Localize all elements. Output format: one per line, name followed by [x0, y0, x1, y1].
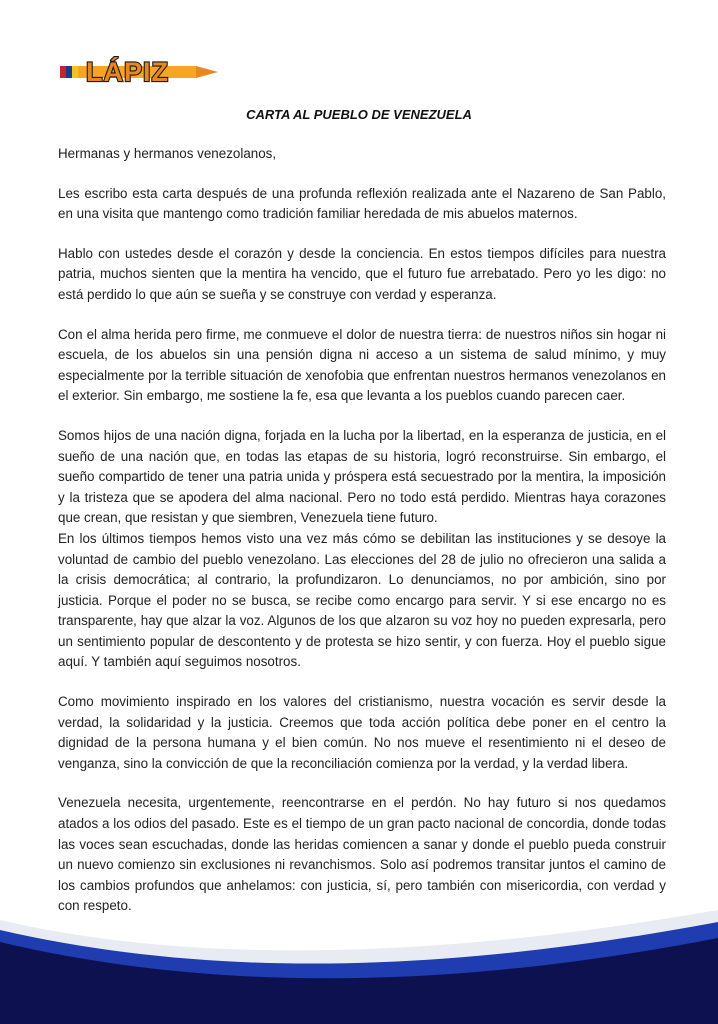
lapiz-logo [58, 56, 220, 88]
letter-paragraph: Venezuela necesita, urgentemente, reencontrarse en el perdón. No hay futuro si nos quedamos atados a los odios del pasado. Este es el tiempo de un gran pacto nacional de concordia, donde todas las voces sean escuchadas, donde las heridas comiencen a sanar y donde el pueblo pueda construir un nuevo comienzo sin exclusiones ni revanchismos. Solo así podremos transitar juntos el camino de los cambios profundos que anhelamos: con justicia, sí, pero también con misericordia, con verdad y con respeto. [58, 795, 666, 914]
letter-title: CARTA AL PUEBLO DE VENEZUELA [246, 107, 472, 122]
letter-paragraph: Como movimiento inspirado en los valores del cristianismo, nuestra vocación es servir desde la verdad, la solidaridad y la justicia. Creemos que toda acción política debe poner en el centro la dignidad de la persona humana y el bien común. No nos mueve el resentimiento ni el deseo de venganza, sino la convicción de que la reconciliación comienza por la verdad, y la verdad libera. [58, 694, 666, 771]
letter-paragraph: Somos hijos de una nación digna, forjada en la lucha por la libertad, en la esperanza de justicia, en el sueño de una nación que, en todas las etapas de su historia, logró reconstruirse. Sin embargo, el sueño compartido de tener una patria unida y próspera está secuestrado por la mentira, la imposición y la tristeza que se apodera del alma nacional. Pero no todo está perdido. Mientras haya corazones que crean, que resistan y que siembren, Venezuela tiene futuro. [58, 427, 666, 526]
pencil-eraser-red [60, 66, 66, 78]
pencil-tip [196, 66, 218, 78]
footer-wave-decoration [0, 880, 718, 1024]
pencil-band-blue [66, 66, 72, 78]
letter-paragraph: En los últimos tiempos hemos visto una vez más cómo se debilitan las instituciones y se desoye la voluntad de cambio del pueblo venezolano. Las elecciones del 28 de julio no ofrecieron una salida a la crisis democrática; al contrario, la profundizaron. Lo denunciamos, no por ambición, sino por justicia. Porque el poder no se busca, se recibe como encargo para servir. Y si ese encargo no es transparente, hay que alzar la voz. Algunos de los que alzaron su voz hoy no pueden expresarla, pero un sentimiento popular de descontento y de protesta se hizo sentir, y con fuerza. Hoy el pueblo sigue aquí. Y también aquí seguimos nosotros. [58, 530, 666, 670]
letter-salutation: Hermanas y hermanos venezolanos, [58, 146, 277, 161]
logo-wordmark: LÁPIZ [86, 57, 169, 87]
pencil-band-yellow [72, 66, 78, 78]
letter-body [58, 144, 666, 936]
letter-paragraph: Con el alma herida pero firme, me conmueve el dolor de nuestra tierra: de nuestros niños sin hogar ni escuela, de los abuelos sin una pensión digna ni acceso a un sistema de salud mínimo, y muy especialmente por la terrible situación de xenofobia que enfrentan nuestros hermanos venezolanos en el exterior. Sin embargo, me sostiene la fe, esa que levanta a los pueblos cuando parecen caer. [58, 326, 666, 404]
letter-paragraph: Hablo con ustedes desde el corazón y desde la conciencia. En estos tiempos difíciles para nuestra patria, muchos sienten que la mentira ha vencido, que el futuro fue arrebatado. Pero yo les digo: no está perdido lo que aún se sueña y se construye con verdad y esperanza. [58, 245, 666, 302]
letter-paragraph: Les escribo esta carta después de una profunda reflexión realizada ante el Nazareno de San Pablo, en una visita que mantengo como tradición familiar heredada de mis abuelos maternos. [58, 185, 666, 222]
